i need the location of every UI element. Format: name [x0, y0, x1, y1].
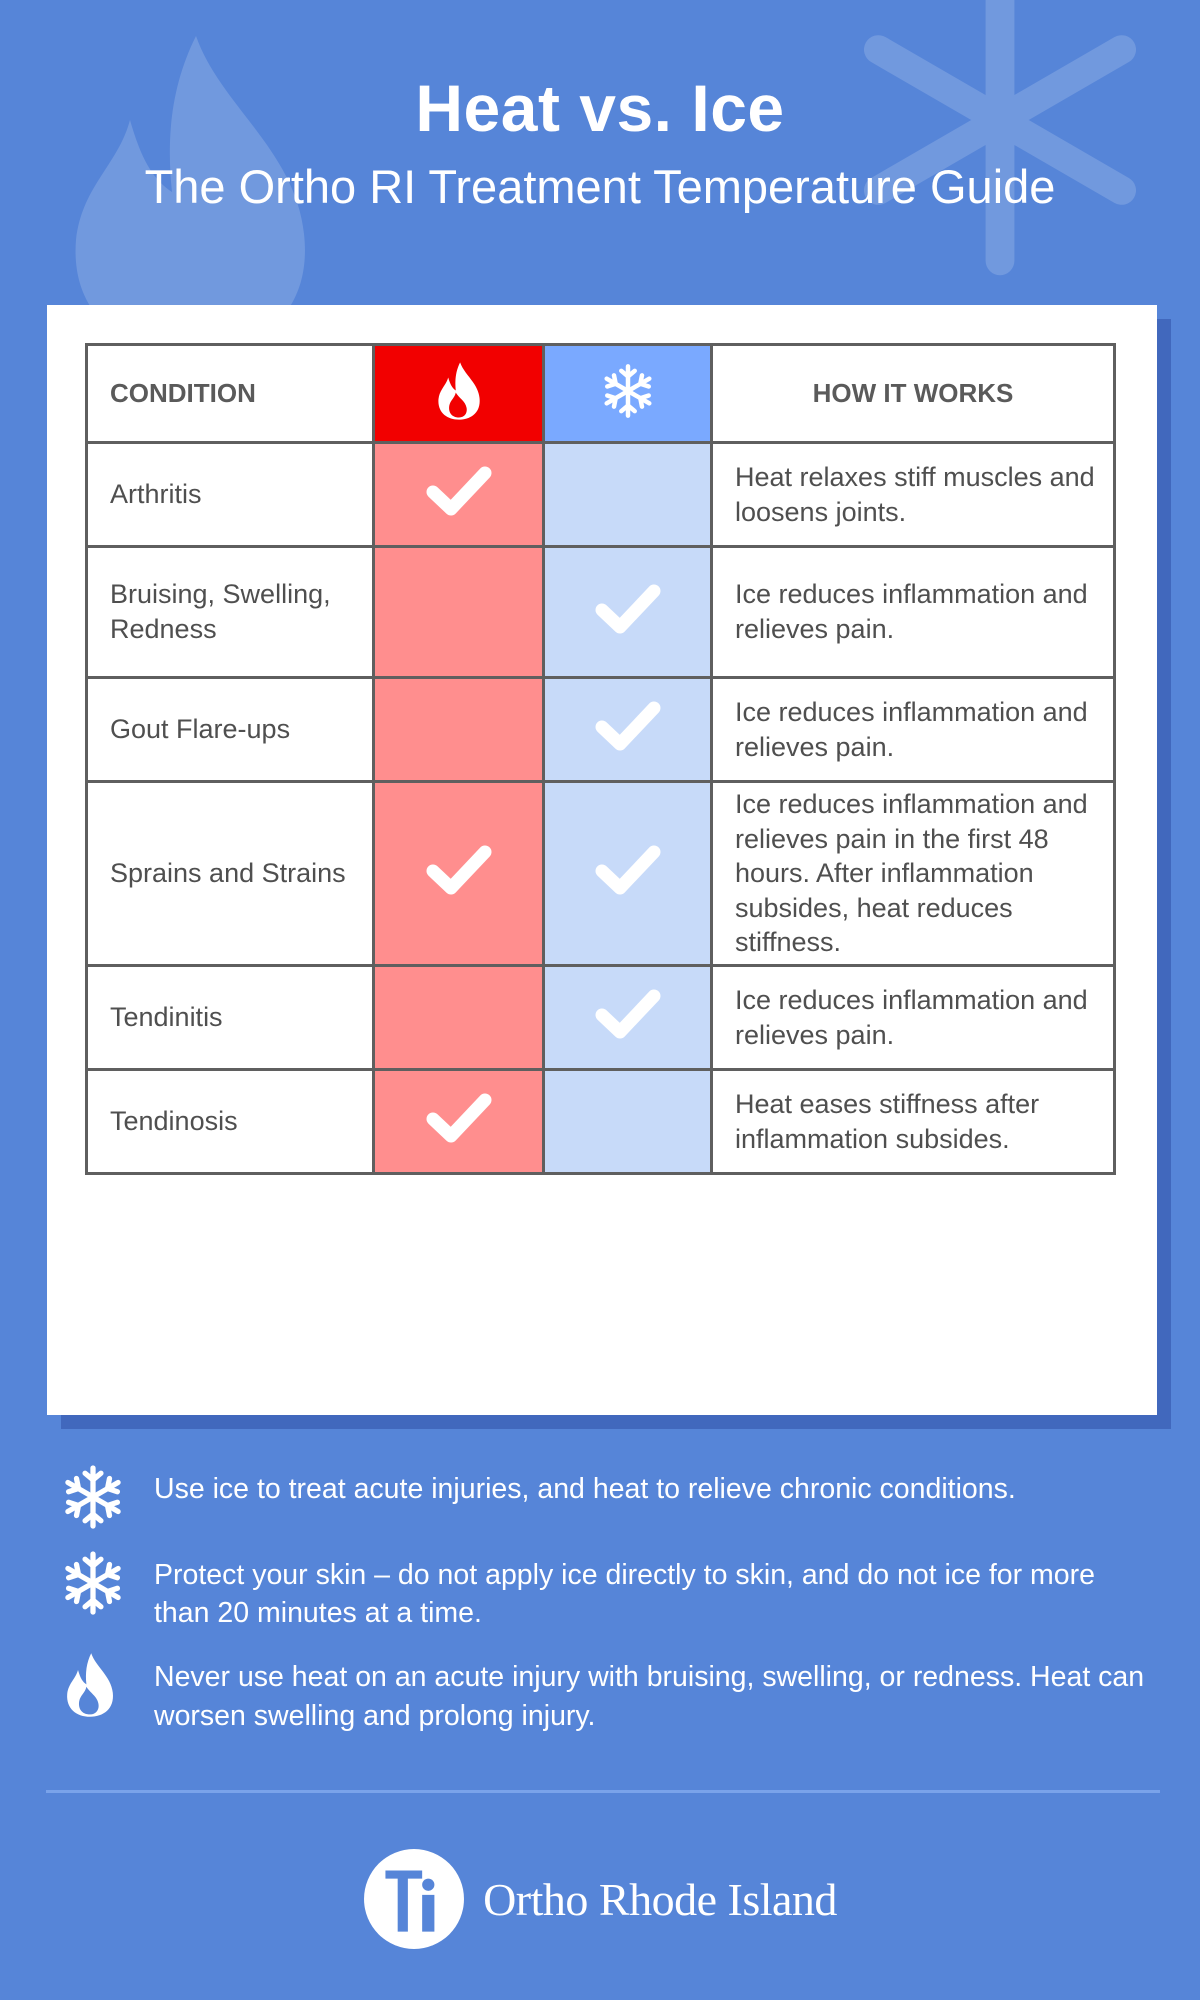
how-it-works-cell: Ice reduces inflammation and relieves pain.	[712, 966, 1115, 1070]
table-row	[87, 443, 1115, 547]
table-row	[87, 782, 1115, 966]
table-header-row	[87, 345, 1115, 443]
table-row	[87, 547, 1115, 678]
ice-cell	[544, 1070, 712, 1174]
condition-cell: Arthritis	[87, 443, 374, 547]
heat-cell	[374, 782, 544, 966]
page-title: Heat vs. Ice	[415, 71, 785, 145]
how-it-works-cell: Heat relaxes stiff muscles and loosens joints.	[712, 443, 1115, 547]
how-it-works-cell: Ice reduces inflammation and relieves pain.	[712, 547, 1115, 678]
guide-card	[47, 305, 1157, 1415]
ice-cell	[544, 782, 712, 966]
checkmark-icon	[592, 697, 664, 757]
table-row	[87, 966, 1115, 1070]
ice-cell	[544, 547, 712, 678]
header	[0, 72, 1200, 212]
checkmark-icon	[423, 841, 495, 901]
checkmark-icon	[423, 462, 495, 522]
heat-cell	[374, 443, 544, 547]
how-it-works-cell: Ice reduces inflammation and relieves pain.	[712, 678, 1115, 782]
table-row	[87, 1070, 1115, 1174]
condition-cell: Sprains and Strains	[87, 782, 374, 966]
ortho-ri-logo-icon	[363, 1848, 465, 1950]
tip-item	[60, 1470, 1150, 1530]
how-it-works-cell: Ice reduces inflammation and relieves pain in the first 48 hours. After inflammation subsides, heat reduces stiffness.	[712, 782, 1115, 966]
footer-logo	[0, 1848, 1200, 1950]
checkmark-icon	[592, 580, 664, 640]
flame-icon	[432, 361, 486, 421]
flame-icon	[60, 1652, 126, 1718]
checkmark-icon	[592, 985, 664, 1045]
heat-cell	[374, 1070, 544, 1174]
checkmark-icon	[592, 841, 664, 901]
tips-list	[60, 1470, 1150, 1761]
how-it-works-cell: Heat eases stiffness after inflammation subsides.	[712, 1070, 1115, 1174]
page-subtitle: The Ortho RI Treatment Temperature Guide	[144, 159, 1056, 213]
ice-cell	[544, 678, 712, 782]
ice-cell	[544, 966, 712, 1070]
condition-cell: Tendinosis	[87, 1070, 374, 1174]
tip-text: Never use heat on an acute injury with bruising, swelling, or redness. Heat can worsen swelling and prolong injury.	[154, 1661, 1145, 1732]
logo-text: Ortho Rhode Island	[483, 1873, 837, 1925]
condition-cell: Bruising, Swelling, Redness	[87, 547, 374, 678]
heat-cell	[374, 547, 544, 678]
heat-cell	[374, 678, 544, 782]
header-ice	[544, 345, 712, 443]
table-row	[87, 678, 1115, 782]
tip-item	[60, 1658, 1150, 1734]
condition-cell: Gout Flare-ups	[87, 678, 374, 782]
heat-cell	[374, 966, 544, 1070]
snowflake-icon	[60, 1550, 126, 1616]
ice-cell	[544, 443, 712, 547]
snowflake-icon	[60, 1464, 126, 1530]
snowflake-icon	[600, 363, 656, 419]
treatment-table	[85, 343, 1116, 1175]
tip-text: Use ice to treat acute injuries, and heat to relieve chronic conditions.	[154, 1473, 1016, 1505]
header-heat	[374, 345, 544, 443]
condition-cell: Tendinitis	[87, 966, 374, 1070]
header-how-it-works: HOW IT WORKS	[712, 345, 1115, 443]
divider	[46, 1790, 1160, 1793]
header-condition: CONDITION	[87, 345, 374, 443]
tip-text: Protect your skin – do not apply ice directly to skin, and do not ice for more than 20 minutes at a time.	[154, 1559, 1095, 1630]
checkmark-icon	[423, 1089, 495, 1149]
tip-item	[60, 1556, 1150, 1632]
